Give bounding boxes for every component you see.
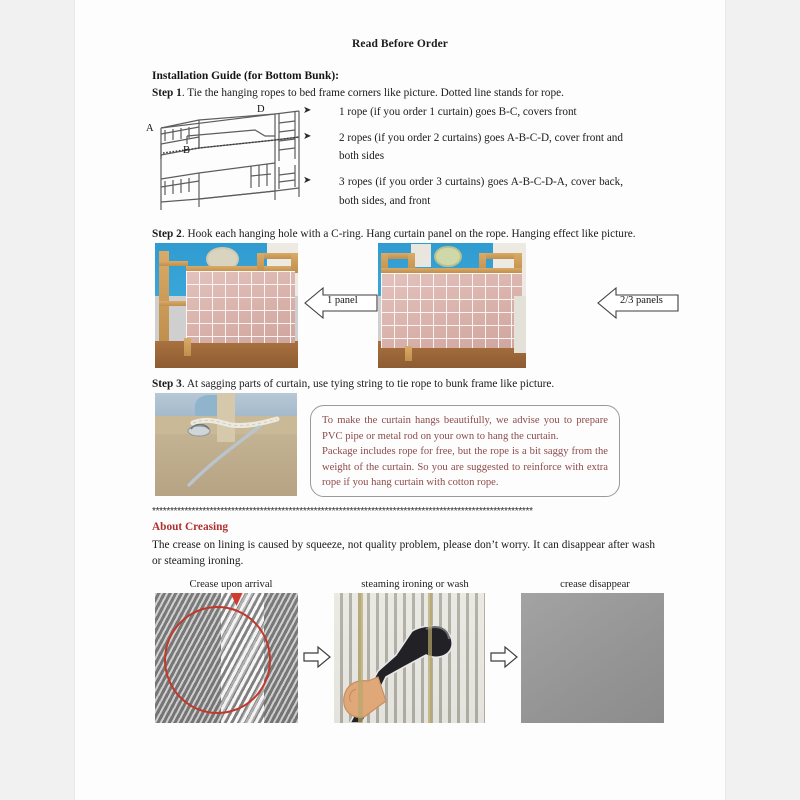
rope-icon [155, 393, 297, 496]
document-page [75, 0, 725, 800]
bullet-arrow-icon: ➤ [303, 175, 312, 187]
bed-leg [184, 338, 191, 356]
bed-corner-label-b: B [183, 145, 191, 156]
callout-one-panel [303, 284, 383, 322]
installation-guide-heading: Installation Guide (for Bottom Bunk): [152, 70, 340, 82]
photo-steaming-ironing [334, 593, 485, 723]
asterisk-divider: ********************************************************************************************************** [152, 506, 533, 517]
rope-options-list [303, 103, 623, 218]
callout-label: 1 panel [327, 295, 358, 306]
curtain-panels [381, 273, 522, 348]
about-creasing-body: The crease on lining is caused by squeeze, not quality problem, please don’t worry. It can disappear after wash or steaming ironing. [152, 539, 655, 568]
photo-content [155, 393, 297, 496]
about-creasing-heading: About Creasing [152, 521, 229, 533]
radiator [514, 296, 526, 354]
wooden-floor [155, 341, 298, 369]
step-1-text [152, 85, 652, 101]
list-item [303, 173, 623, 209]
fabric-stripe [358, 593, 363, 723]
fabric-stripe [428, 593, 433, 723]
caption-crease-disappear: crease disappear [560, 579, 630, 590]
pvc-pipe-note-box [310, 405, 620, 497]
photo-rope-tied-to-frame [155, 393, 297, 496]
bed-leg [405, 346, 412, 361]
list-item [303, 103, 623, 121]
steamer-and-hand [334, 593, 485, 723]
note-line-2: Package includes rope for free, but the rope is a bit saggy from the weight of the curtain. So you are suggested to reinforce with extra rope if you hang curtain with cotton rope. [322, 446, 608, 489]
step-2-label: Step 2 [152, 228, 182, 240]
photo-bunk-one-panel [155, 243, 298, 368]
page-title: Read Before Order [351, 38, 448, 50]
note-line-1: To make the curtain hangs beautifully, we advise you to prepare PVC pipe or metal rod on your own to hang the curtain. [322, 415, 608, 442]
photo-crease-upon-arrival [155, 593, 298, 723]
callout-label: 2/3 panels [620, 295, 663, 306]
step-3-label: Step 3 [152, 378, 182, 390]
step-1-body: . Tie the hanging ropes to bed frame corners like picture. Dotted line stands for rope. [181, 87, 564, 99]
block-arrow-right-icon-2 [490, 645, 518, 669]
smooth-fabric [521, 593, 664, 723]
callout-two-three-panels [596, 284, 684, 322]
step-2-body: . Hook each hanging hole with a C-ring. Hang curtain panel on the rope. Hanging effect like picture. [181, 228, 636, 240]
list-item-label: 1 rope (if you order 1 curtain) goes B-C, covers front [339, 106, 577, 118]
bed-corner-label-a: A [146, 123, 154, 134]
bullet-arrow-icon: ➤ [303, 105, 312, 116]
ladder-rung [159, 261, 188, 266]
step-3-body: . At sagging parts of curtain, use tying string to tie rope to bunk frame like picture. [181, 378, 555, 390]
list-item-label: 3 ropes (if you order 3 curtains) goes A-B-C-D-A, cover back, both sides, and front [339, 176, 623, 207]
wall-clock-icon [434, 246, 462, 268]
photo-content [155, 243, 298, 368]
curtain-panel [186, 271, 295, 344]
caption-steaming: steaming ironing or wash [361, 579, 469, 590]
caption-crease-arrival: Crease upon arrival [189, 579, 273, 590]
bullet-arrow-icon: ➤ [303, 131, 312, 143]
step-3-text [152, 376, 682, 392]
bed-corner-label-d: D [257, 104, 265, 115]
photo-content [378, 243, 526, 368]
block-arrow-right-icon-1 [303, 645, 331, 669]
step-1-label: Step 1 [152, 87, 182, 99]
ladder-rung [159, 301, 188, 306]
list-item-label: 2 ropes (if you order 2 curtains) goes A-B-C-D, cover front and both sides [339, 132, 623, 163]
photo-crease-disappear [521, 593, 664, 723]
red-circle-annotation [164, 606, 271, 714]
list-item [303, 129, 623, 165]
photo-bunk-two-three-panels [378, 243, 526, 368]
step-2-text [152, 226, 682, 242]
bunk-bed-frame-diagram [147, 103, 317, 221]
bunk-bed-svg [147, 103, 317, 221]
